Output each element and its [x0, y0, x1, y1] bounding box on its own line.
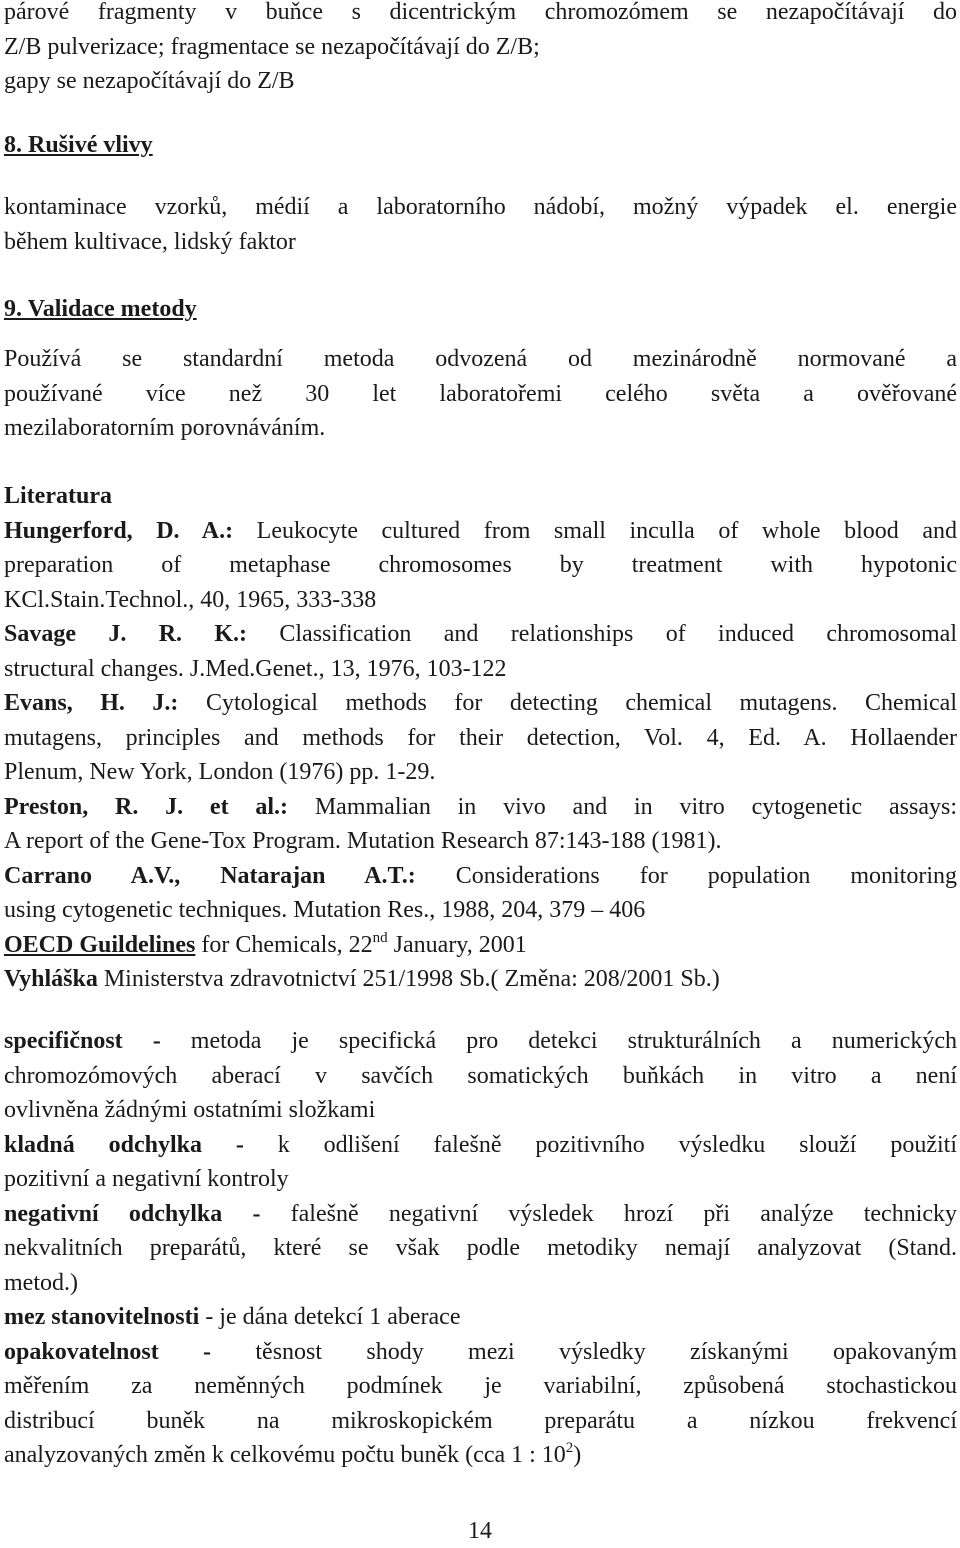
section-8-line-2: během kultivace, lidský faktor	[4, 228, 296, 255]
definition-item	[4, 1300, 957, 1335]
definition-text: metod.)	[4, 1269, 78, 1296]
definition-text: metoda je specifická pro detekci strukturálních a numerických	[160, 1028, 957, 1054]
reference-text: Ministerstva zdravotnictví 251/1998 Sb.( Změna: 208/2001 Sb.)	[97, 966, 720, 992]
definition-term: mez stanovitelnosti	[4, 1304, 200, 1330]
intro-line-1: párové fragmenty v buňce s dicentrickým chromozómem se nezapočítávají do	[4, 0, 957, 25]
definition-text: distribucí buněk na mikroskopickém preparátu a nízkou frekvencí	[4, 1407, 957, 1434]
reference-author: Preston, R. J. et al.:	[4, 793, 289, 820]
definitions-section	[4, 1024, 957, 1473]
section-9-line-1: Používá se standardní metoda odvozená od mezinárodně normované a	[4, 346, 957, 372]
reference-text: Mammalian in vivo and in vitro cytogenetic assays:	[288, 793, 957, 820]
definition-term: kladná odchylka -	[4, 1131, 244, 1158]
reference-text: Classification and relationships of induced chromosomal	[247, 621, 957, 647]
definition-item	[4, 1335, 957, 1473]
reference-text: for Chemicals, 22	[195, 931, 373, 958]
reference-item	[4, 514, 957, 618]
reference-author: Carrano A.V., Natarajan A.T.:	[4, 862, 416, 889]
section-9-line-2: používané více než 30 let laboratořemi celého světa a ověřované	[4, 380, 957, 407]
definition-term: specifičnost -	[4, 1028, 161, 1054]
definition-text: chromozómových aberací v savčích somatických buňkách in vitro a není	[4, 1062, 957, 1089]
section-9	[4, 292, 957, 327]
reference-text: Leukocyte cultured from small inculla of whole blood and	[233, 517, 958, 544]
reference-item	[4, 790, 957, 859]
definition-text: těsnost shody mezi výsledky získanými opakovaným	[211, 1338, 957, 1365]
definition-text: falešně negativní výsledek hrozí při analýze technicky	[260, 1200, 958, 1227]
definition-text: pozitivní a negativní kontroly	[4, 1166, 289, 1192]
intro-paragraph	[4, 0, 957, 99]
definition-item	[4, 1197, 957, 1301]
reference-author: Savage J. R. K.:	[4, 621, 248, 647]
section-9-text	[4, 342, 957, 446]
reference-text: Cytological methods for detecting chemical mutagens. Chemical	[178, 690, 958, 716]
section-9-heading: 9. Validace metody	[4, 296, 197, 322]
reference-text: January, 2001	[387, 931, 527, 958]
definition-term: negativní odchylka -	[4, 1200, 261, 1227]
reference-text: Considerations for population monitoring	[415, 862, 957, 889]
reference-author: OECD Guildelines	[4, 931, 196, 958]
definition-text: )	[573, 1442, 582, 1468]
definition-item	[4, 1128, 957, 1197]
reference-item	[4, 686, 957, 790]
reference-text: mutagens, principles and methods for their detection, Vol. 4, Ed. A. Hollaender	[4, 724, 957, 751]
reference-text: KCl.Stain.Technol., 40, 1965, 333-338	[4, 586, 377, 613]
reference-text: structural changes. J.Med.Genet., 13, 1976, 103-122	[4, 655, 507, 682]
reference-superscript: nd	[372, 929, 388, 946]
reference-item	[4, 962, 957, 997]
section-8-heading: 8. Rušivé vlivy	[4, 132, 153, 158]
reference-item	[4, 617, 957, 686]
section-8	[4, 128, 957, 163]
definition-item	[4, 1024, 957, 1128]
literature-section	[4, 479, 957, 997]
reference-item	[4, 928, 957, 963]
reference-text: A report of the Gene-Tox Program. Mutation Research 87:143-188 (1981).	[4, 828, 722, 854]
section-8-text	[4, 190, 957, 259]
intro-line-2: Z/B pulverizace; fragmentace se nezapočítávají do Z/B;	[4, 33, 540, 60]
reference-text: Plenum, New York, London (1976) pp. 1-29.	[4, 759, 436, 785]
reference-item	[4, 859, 957, 928]
section-8-line-1: kontaminace vzorků, médií a laboratorního nádobí, možný výpadek el. energie	[4, 194, 957, 220]
section-9-line-3: mezilaboratorním porovnáváním.	[4, 415, 326, 441]
definition-text: analyzovaných změn k celkovému počtu buněk (cca 1 : 10	[4, 1442, 566, 1468]
definition-text: měřením za neměnných podmínek je variabilní, způsobená stochastickou	[4, 1373, 957, 1399]
intro-line-3: gapy se nezapočítávají do Z/B	[4, 68, 295, 94]
page-number: 14	[468, 1518, 492, 1544]
definition-text: ovlivněna žádnými ostatními složkami	[4, 1097, 376, 1123]
definition-text: k odlišení falešně pozitivního výsledku slouží použití	[243, 1131, 958, 1158]
reference-author: Vyhláška	[4, 966, 98, 992]
definition-term: opakovatelnost -	[4, 1338, 212, 1365]
definition-superscript: 2	[565, 1440, 574, 1456]
reference-author: Hungerford, D. A.:	[4, 517, 234, 544]
definition-text: - je dána detekcí 1 aberace	[199, 1304, 461, 1330]
literature-heading: Literatura	[4, 483, 112, 509]
reference-text: using cytogenetic techniques. Mutation Res., 1988, 204, 379 – 406	[4, 897, 646, 923]
definition-text: nekvalitních preparátů, které se však podle metodiky nemají analyzovat (Stand.	[4, 1235, 957, 1261]
reference-author: Evans, H. J.:	[4, 690, 179, 716]
reference-text: preparation of metaphase chromosomes by treatment with hypotonic	[4, 552, 957, 578]
